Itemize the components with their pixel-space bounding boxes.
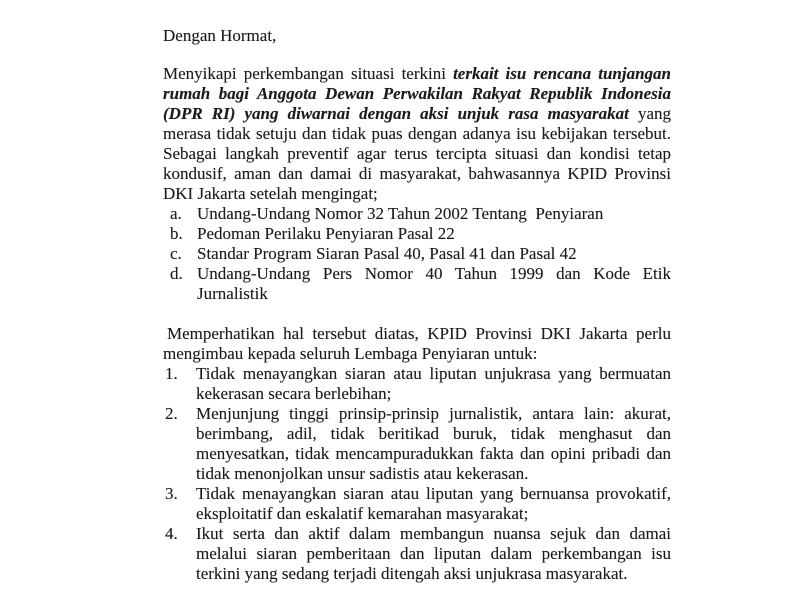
list-item-text: Ikut serta dan aktif dalam membangun nuansa sejuk dan damai melalui siaran pemberitaan dan liputan dalam perkembangan isu terkini yang sedang terjadi ditengah aksi unjukrasa masyarakat. (196, 524, 671, 583)
appeal-intro-paragraph: Memperhatikan hal tersebut diatas, KPID Provinsi DKI Jakarta perlu mengimbau kepada seluruh Lembaga Penyiaran untuk: (163, 324, 671, 363)
salutation-text: Dengan Hormat, (163, 26, 277, 45)
considerations-list (163, 204, 671, 304)
list-item-marker: c. (170, 244, 182, 263)
list-item (163, 404, 671, 484)
list-item-marker: 4. (165, 524, 178, 543)
appeals-list (163, 364, 671, 584)
opening-paragraph (163, 64, 671, 204)
list-item-marker: b. (170, 224, 183, 243)
list-item-text: Tidak menayangkan siaran atau liputan yang bernuansa provokatif, eksploitatif dan eskalatif kemarahan masyarakat; (196, 484, 671, 523)
opening-paragraph-emphasized-clause: terkait isu rencana tunjangan rumah bagi Anggota Dewan Perwakilan Rakyat Republik Indonesia (DPR RI) yang diwarnai dengan aksi unjuk rasa masyarakat (163, 64, 671, 123)
list-item (163, 264, 671, 304)
opening-paragraph-segment-normal: Menyikapi perkembangan situasi terkini (163, 64, 454, 83)
list-item-marker: d. (170, 264, 183, 283)
list-item-text: Pedoman Perilaku Penyiaran Pasal 22 (197, 224, 455, 243)
list-item-text: Standar Program Siaran Pasal 40, Pasal 41 dan Pasal 42 (197, 244, 577, 263)
list-item (163, 204, 671, 224)
list-item (163, 524, 671, 584)
list-item-text: Menjunjung tinggi prinsip-prinsip jurnalistik, antara lain: akurat, berimbang, adil, tidak beritikad buruk, tidak menghasut dan menyesatkan, tidak mencampuradukkan fakta dan opini pribadi dan tidak menonjolkan unsur sadistis atau kekerasan. (196, 404, 671, 483)
list-item (163, 484, 671, 524)
letter-body (163, 26, 671, 584)
list-item-marker: 1. (165, 364, 178, 383)
list-item-text: Undang-Undang Nomor 32 Tahun 2002 Tentang Penyiaran (197, 204, 604, 223)
list-item-text: Undang-Undang Pers Nomor 40 Tahun 1999 dan Kode Etik Jurnalistik (197, 264, 671, 303)
list-item-marker: 2. (165, 404, 178, 423)
list-item-text: Tidak menayangkan siaran atau liputan unjukrasa yang bermuatan kekerasan secara berlebihan; (196, 364, 671, 403)
list-item-marker: 3. (165, 484, 178, 503)
list-item (163, 244, 671, 264)
opening-paragraph-segment-normal: yang merasa tidak setuju dan tidak puas dengan adanya isu kebijakan tersebut. Sebagai langkah preventif agar terus tercipta situasi dan kondisi tetap kondusif, aman dan damai di masyarakat, bahwasannya KPID Provinsi DKI Jakarta setelah mengingat; (163, 104, 671, 203)
list-item (163, 364, 671, 404)
list-item-marker: a. (170, 204, 182, 223)
list-item (163, 224, 671, 244)
